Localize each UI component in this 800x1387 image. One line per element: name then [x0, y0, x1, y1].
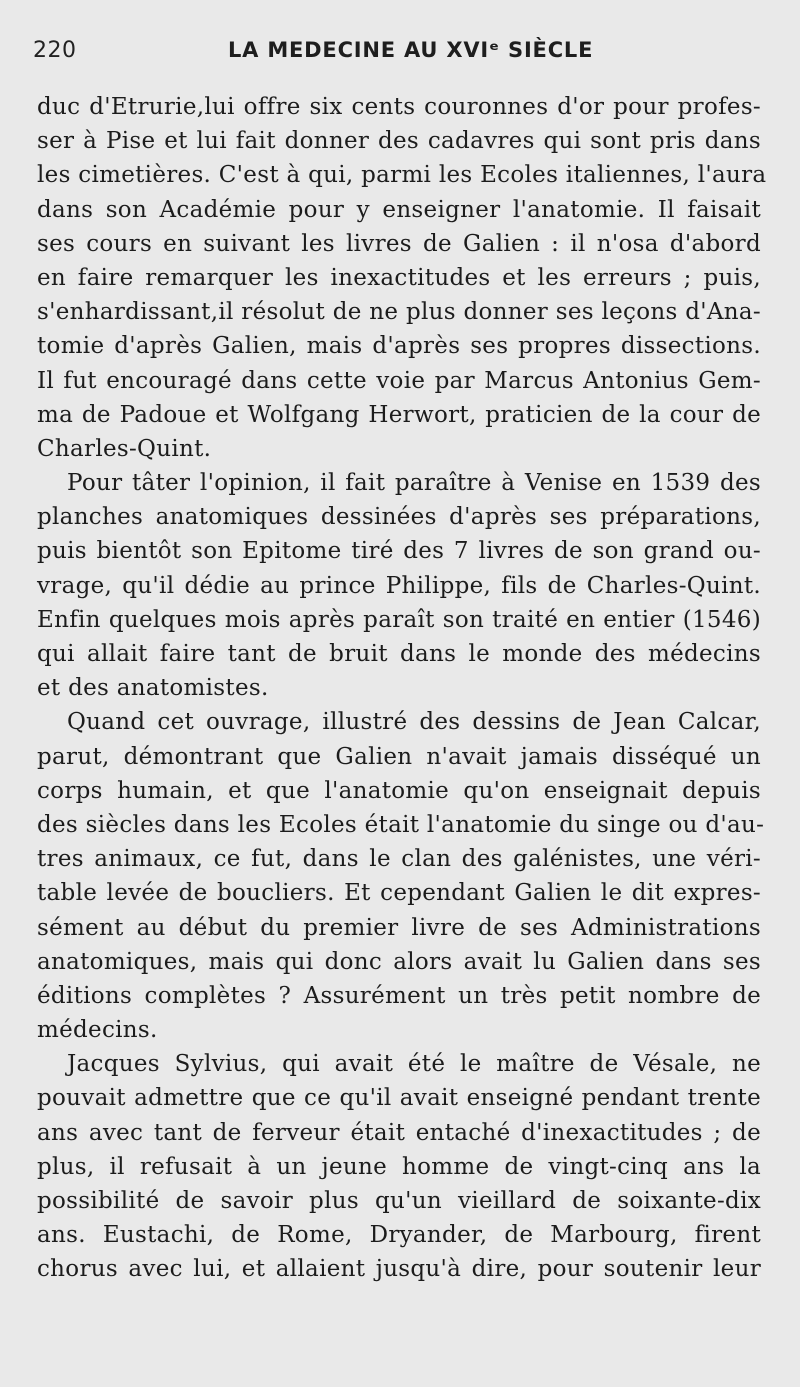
text-line: anatomiques, mais qui donc alors avait lu Galien dans ses [37, 948, 761, 975]
text-line: ses cours en suivant les livres de Galien : il n'osa d'abord [37, 230, 761, 257]
text-line: Il fut encouragé dans cette voie par Marcus Antonius Gem- [37, 367, 761, 394]
text-line: en faire remarquer les inexactitudes et les erreurs ; puis, [37, 264, 761, 291]
text-line: Quand cet ouvrage, illustré des dessins de Jean Calcar, [67, 709, 761, 736]
text-line: Pour tâter l'opinion, il fait paraître à Venise en 1539 des [67, 470, 761, 497]
text-line: plus, il refusait à un jeune homme de vingt-cinq ans la [37, 1153, 761, 1180]
text-line: tomie d'après Galien, mais d'après ses propres dissections. [37, 333, 761, 360]
text-line: dans son Académie pour y enseigner l'anatomie. Il faisait [37, 196, 761, 223]
text-line: puis bientôt son Epitome tiré des 7 livres de son grand ou- [37, 538, 761, 565]
text-line: corps humain, et que l'anatomie qu'on enseignait depuis [37, 777, 761, 804]
text-line: pouvait admettre que ce qu'il avait enseigné pendant trente [37, 1085, 761, 1112]
page-number: 220 [33, 38, 77, 63]
text-line: parut, démontrant que Galien n'avait jamais disséqué un [37, 743, 761, 770]
running-title: LA MEDECINE AU XVIᵉ SIÈCLE [228, 38, 594, 62]
text-line: Enfin quelques mois après paraît son traité en entier (1546) [37, 606, 761, 633]
paragraph [37, 705, 765, 1047]
text-line: planches anatomiques dessinées d'après ses préparations, [37, 504, 761, 531]
text-line: Jacques Sylvius, qui avait été le maître de Vésale, ne [67, 1051, 761, 1078]
text-line: ans. Eustachi, de Rome, Dryander, de Marbourg, firent [37, 1222, 761, 1249]
paragraph [37, 1047, 761, 1286]
body-text [37, 90, 767, 1287]
text-line: duc d'Etrurie,lui offre six cents couronnes d'or pour profes- [37, 94, 761, 120]
text-line: sément au début du premier livre de ses Administrations [37, 914, 761, 941]
text-line: tres animaux, ce fut, dans le clan des galénistes, une véri- [37, 846, 761, 873]
running-head [33, 38, 760, 78]
text-line: ma de Padoue et Wolfgang Herwort, praticien de la cour de [37, 401, 761, 428]
text-line: les cimetières. C'est à qui, parmi les Ecoles italiennes, l'aura [37, 162, 767, 189]
text-line: et des anatomistes. [37, 675, 269, 702]
text-line: qui allait faire tant de bruit dans le monde des médecins [37, 641, 761, 667]
text-line: médecins. [37, 1017, 158, 1044]
text-line: Charles-Quint. [37, 435, 212, 462]
text-line: ser à Pise et lui fait donner des cadavres qui sont pris dans [37, 128, 761, 155]
paragraph [37, 466, 761, 705]
text-line: table levée de boucliers. Et cependant Galien le dit expres- [37, 880, 761, 907]
paragraph [37, 90, 767, 466]
text-line: chorus avec lui, et allaient jusqu'à dire, pour soutenir leur [37, 1256, 761, 1283]
text-line: vrage, qu'il dédie au prince Philippe, fils de Charles-Quint. [37, 572, 761, 599]
text-line: ans avec tant de ferveur était entaché d'inexactitudes ; de [37, 1119, 761, 1146]
text-line: s'enhardissant,il résolut de ne plus donner ses leçons d'Ana- [37, 299, 761, 326]
text-line: éditions complètes ? Assurément un très petit nombre de [37, 982, 761, 1009]
text-line: des siècles dans les Ecoles était l'anatomie du singe ou d'au- [37, 811, 765, 838]
text-line: possibilité de savoir plus qu'un vieillard de soixante-dix [37, 1188, 761, 1214]
